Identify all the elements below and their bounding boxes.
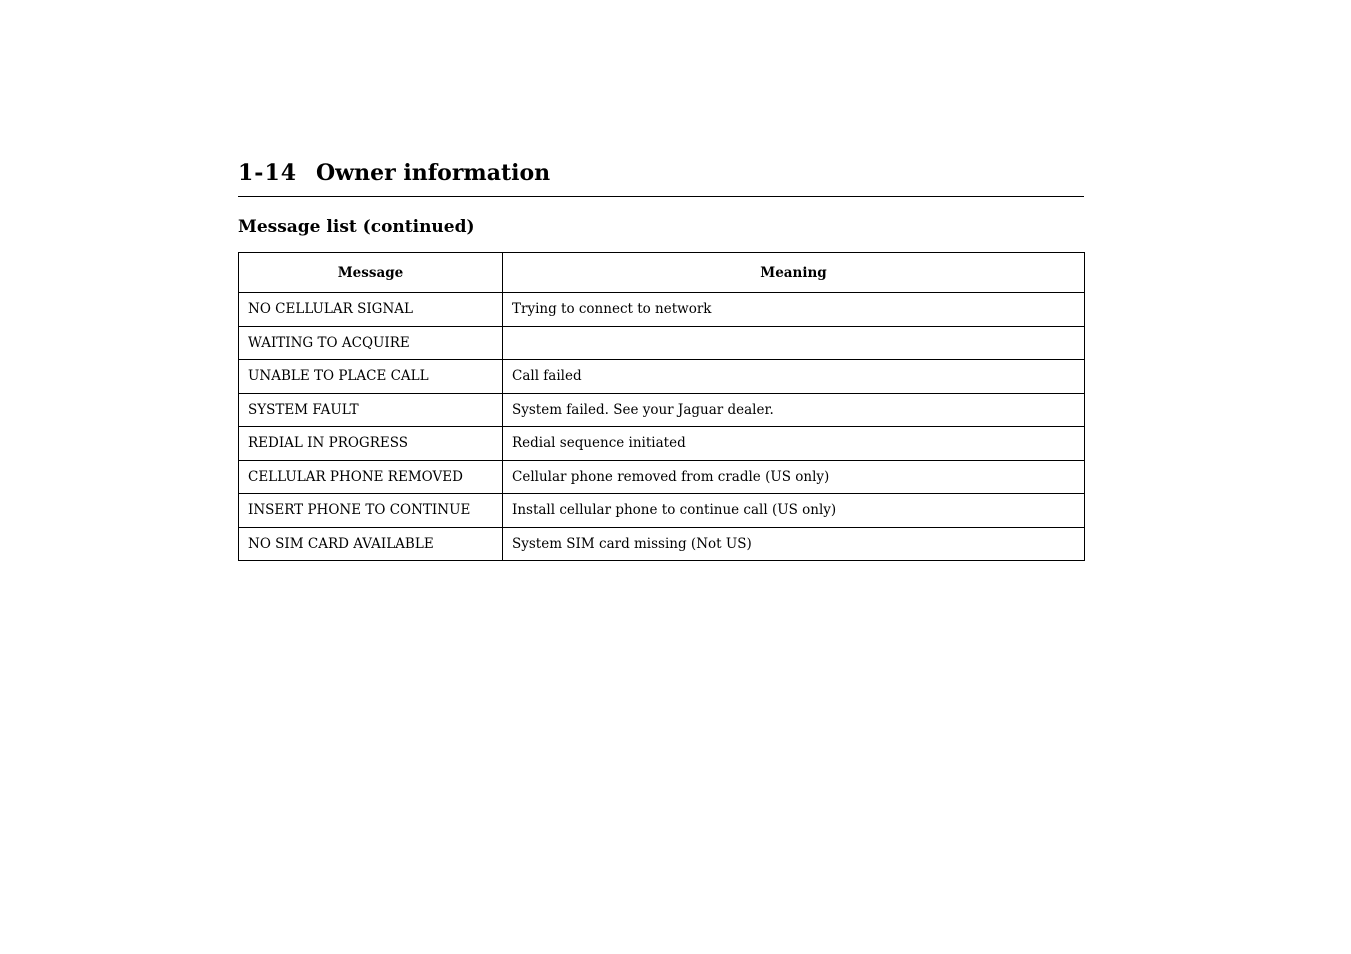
table-row	[239, 326, 1085, 360]
page-header	[238, 158, 1084, 197]
message-cell: CELLULAR PHONE REMOVED	[239, 460, 503, 494]
meaning-cell	[503, 326, 1085, 360]
column-header-message: Message	[239, 253, 503, 293]
meaning-cell: System SIM card missing (Not US)	[503, 527, 1085, 561]
section-number: 1-14	[238, 160, 298, 186]
message-table	[238, 252, 1085, 561]
meaning-cell: Call failed	[503, 360, 1085, 394]
column-header-meaning: Meaning	[503, 253, 1085, 293]
meaning-cell: Trying to connect to network	[503, 293, 1085, 327]
message-cell: UNABLE TO PLACE CALL	[239, 360, 503, 394]
table-row	[239, 393, 1085, 427]
subheading: Message list (continued)	[238, 217, 475, 237]
meaning-cell: Install cellular phone to continue call (US only)	[503, 494, 1085, 528]
message-cell: NO CELLULAR SIGNAL	[239, 293, 503, 327]
table-row	[239, 360, 1085, 394]
section-title: Owner information	[316, 160, 551, 186]
table-row	[239, 460, 1085, 494]
meaning-cell: System failed. See your Jaguar dealer.	[503, 393, 1085, 427]
message-cell: NO SIM CARD AVAILABLE	[239, 527, 503, 561]
table-row	[239, 494, 1085, 528]
document-page	[238, 158, 1084, 561]
meaning-cell: Redial sequence initiated	[503, 427, 1085, 461]
table-row	[239, 293, 1085, 327]
table-header-row	[239, 253, 1085, 293]
meaning-cell: Cellular phone removed from cradle (US only)	[503, 460, 1085, 494]
table-row	[239, 527, 1085, 561]
message-cell: INSERT PHONE TO CONTINUE	[239, 494, 503, 528]
table-row	[239, 427, 1085, 461]
message-cell: REDIAL IN PROGRESS	[239, 427, 503, 461]
message-cell: WAITING TO ACQUIRE	[239, 326, 503, 360]
message-cell: SYSTEM FAULT	[239, 393, 503, 427]
